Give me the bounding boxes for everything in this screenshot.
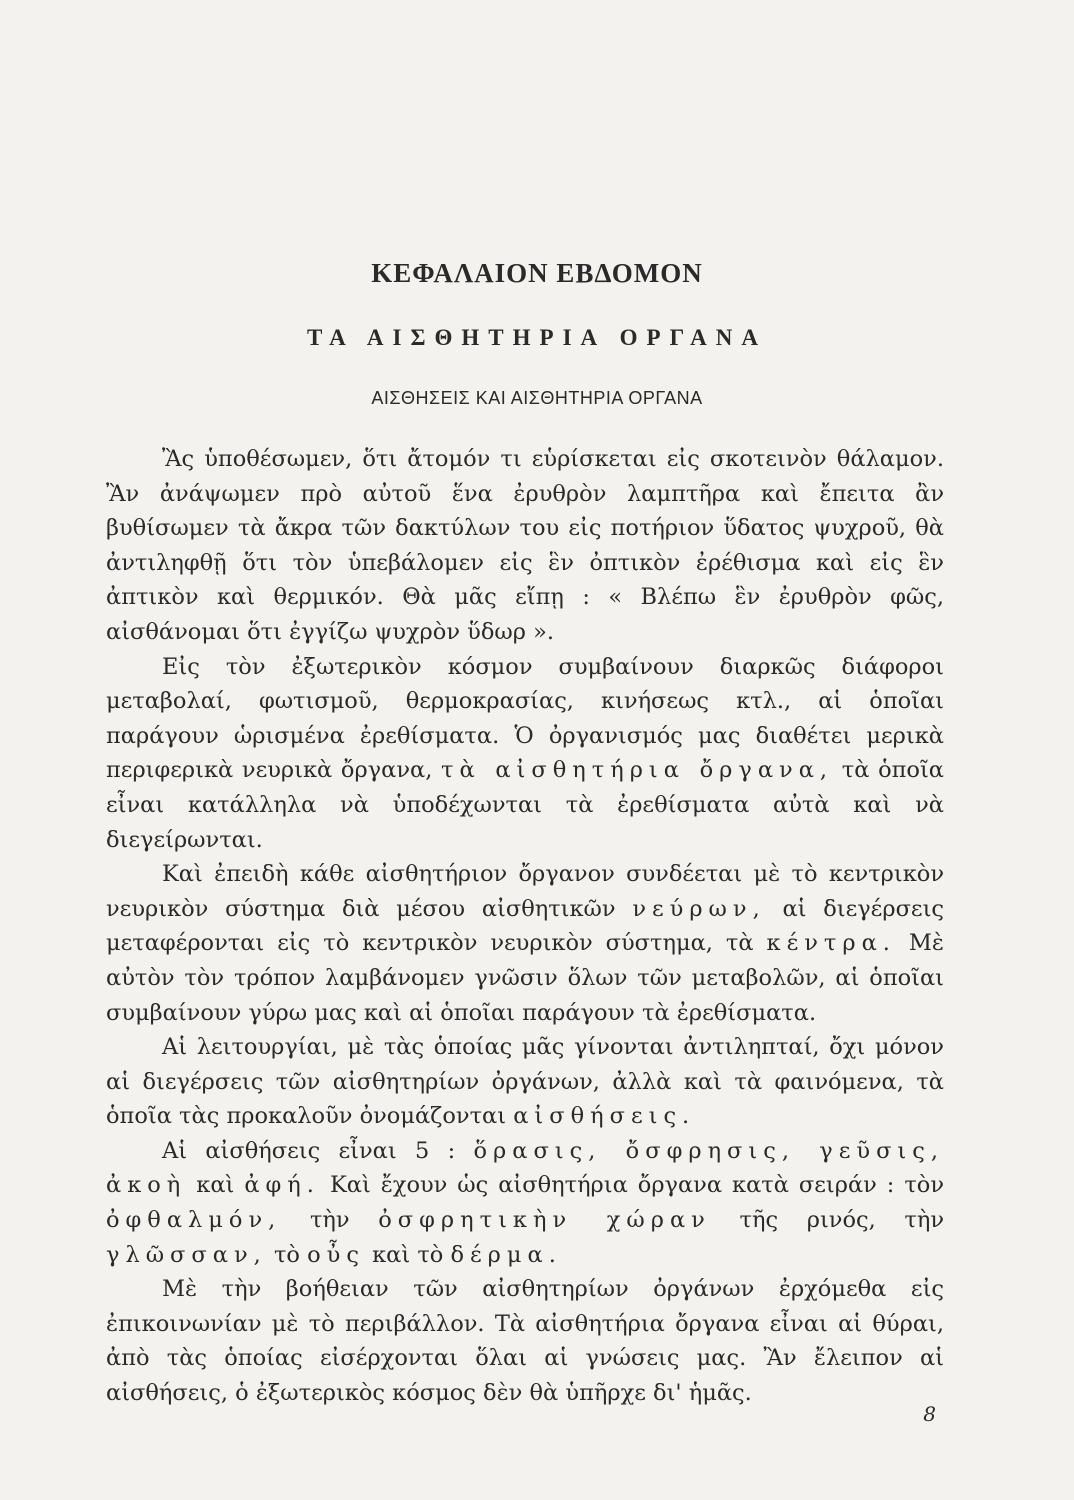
paragraph-3-text-e: Μὲ αὐτὸν τὸν τρόπον λαμβάνομεν γνῶσιν ὅλων τῶν μεταβολῶν, αἱ ὁποῖαι συμβαίνουν γύρω μας καὶ αἱ ὁποῖαι παράγουν τὰ ἐρεθίσματα.	[106, 930, 945, 1026]
paragraph-2-spaced-term: τὰ αἰσθητήρια ὄργανα,	[441, 757, 834, 784]
paragraph-5-text-c: καὶ	[196, 1172, 235, 1199]
paragraph-4	[106, 1030, 944, 1134]
paragraph-5-text-g: τὴν	[309, 1207, 350, 1234]
paragraph-6: Μὲ τὴν βοήθειαν τῶν αἰσθητηρίων ὀργάνων ἐρχόμεθα εἰς ἐπικοινωνίαν μὲ τὸ περιβάλλον. Τὰ αἰσθητήρια ὄργανα εἶναι αἱ θύραι, ἀπὸ τὰς ὁποίας εἰσέρχονται ὅλαι αἱ γνώσεις μας. Ἂν ἔλειπον αἱ αἰσθήσεις, ὁ ἐξωτερικὸς κόσμος δὲν θὰ ὑπῆρχε δι' ἡμᾶς.	[106, 1276, 944, 1407]
paragraph-2	[106, 650, 944, 858]
paragraph-4-spaced-term: αἰσθήσεις.	[513, 1103, 696, 1130]
body-text	[106, 442, 944, 1411]
chapter-title: ΚΕΦΑΛΑΙΟΝ ΕΒΔΟΜΟΝ	[371, 258, 703, 288]
paragraph-5-organ-ear: οὖς	[307, 1241, 365, 1268]
paragraph-5-sense-touch: ἀφή.	[244, 1172, 320, 1199]
paragraph-5-text-a: Αἱ αἰσθήσεις εἶναι 5 :	[162, 1137, 456, 1164]
paragraph-5-organ-eye: ὀφθαλμόν,	[106, 1207, 282, 1234]
paragraph-5-organ-tongue: γλῶσσαν,	[106, 1241, 267, 1268]
paragraph-1: Ἂς ὑποθέσωμεν, ὅτι ἄτομόν τι εὑρίσκεται εἰς σκοτεινὸν θάλαμον. Ἂν ἀνάψωμεν πρὸ αὐτοῦ ἕνα ἐρυθρὸν λαμπτῆρα καὶ ἔπειτα ἂν βυθίσωμεν τὰ ἄκρα τῶν δακτύλων του εἰς ποτήριον ὕδατος ψυχροῦ, θὰ ἀντιληφθῇ ὅτι τὸν ὑπεβάλομεν εἰς ἓν ὀπτικὸν ἐρέθισμα καὶ εἰς ἓν ἀπτικὸν καὶ θερμικόν. Θὰ μᾶς εἴπῃ : « Βλέπω ἓν ἐρυθρὸν φῶς, αἰσθάνομαι ὅτι ἐγγίζω ψυχρὸν ὕδωρ ».	[106, 446, 944, 645]
paragraph-5-organ-olfactory: ὀσφρητικὴν χώραν	[378, 1207, 711, 1234]
paragraph-5-text-k: τὸ	[273, 1241, 300, 1268]
paragraph-5-text-i: τῆς ρινός, τὴν	[739, 1207, 945, 1234]
paragraph-2-text-a: Εἰς τὸν ἐξωτερικὸν κόσμον συμβαίνουν διαρκῶς διάφοροι μεταβολαί, φωτισμοῦ, θερμοκρασίας, κινήσεως κτλ., αἱ ὁποῖαι παράγουν ὡρισμένα ἐρεθίσματα. Ὁ ὀργανισμός μας διαθέτει μερικὰ περιφερικὰ νευρικὰ ὄργανα,	[106, 653, 944, 784]
paragraph-3-text-a: Καὶ ἐπειδὴ κάθε αἰσθητήριον ὄργανον συνδέεται μὲ τὸ κεντρικὸν νευρικὸν σύστημα διὰ μέσου αἰσθητικῶν	[106, 861, 944, 922]
paragraph-3-text-c: αἱ διεγέρσεις μεταφέρονται εἰς τὸ κεντρικὸν νευρικὸν σύστημα, τὰ	[106, 895, 945, 957]
paragraph-3-spaced-term-centers: κέντρα.	[766, 930, 896, 957]
chapter-subtitle: ΤΑ ΑΙΣΘΗΤΗΡΙΑ ΟΡΓΑΝΑ	[307, 325, 767, 350]
paragraph-5-senses-list: ὅρασις, ὄσφρησις, γεῦσις, ἀκοὴ	[106, 1137, 944, 1199]
paragraph-3-spaced-term-nerves: νεύρων,	[632, 895, 766, 922]
paragraph-2-text-c: τὰ ὁποῖα εἶναι κατάλληλα νὰ ὑποδέχωνται τὰ ἐρεθίσματα αὐτὰ καὶ νὰ διεγείρωνται.	[106, 757, 944, 853]
paragraph-4-text-a: Αἱ λειτουργίαι, μὲ τὰς ὁποίας μᾶς γίνονται ἀντιληπταί, ὄχι μόνον αἱ διεγέρσεις τῶν αἰσθητηρίων ὀργάνων, ἀλλὰ καὶ τὰ φαινόμενα, τὰ ὁποῖα τὰς προκαλοῦν ὀνομάζονται	[106, 1034, 944, 1130]
page-number: 8	[923, 1402, 936, 1426]
paragraph-5-organ-skin: δέρμα.	[450, 1241, 562, 1268]
paragraph-5	[106, 1134, 944, 1272]
paragraph-3	[106, 857, 944, 1030]
paragraph-5-text-e: Καὶ ἔχουν ὡς αἰσθητήρια ὄργανα κατὰ σειράν : τὸν	[329, 1172, 945, 1199]
paragraph-5-text-m: καὶ τὸ	[372, 1241, 444, 1268]
section-title: ΑΙΣΘΗΣΕΙΣ ΚΑΙ ΑΙΣΘΗΤΗΡΙΑ ΟΡΓΑΝΑ	[371, 388, 703, 408]
